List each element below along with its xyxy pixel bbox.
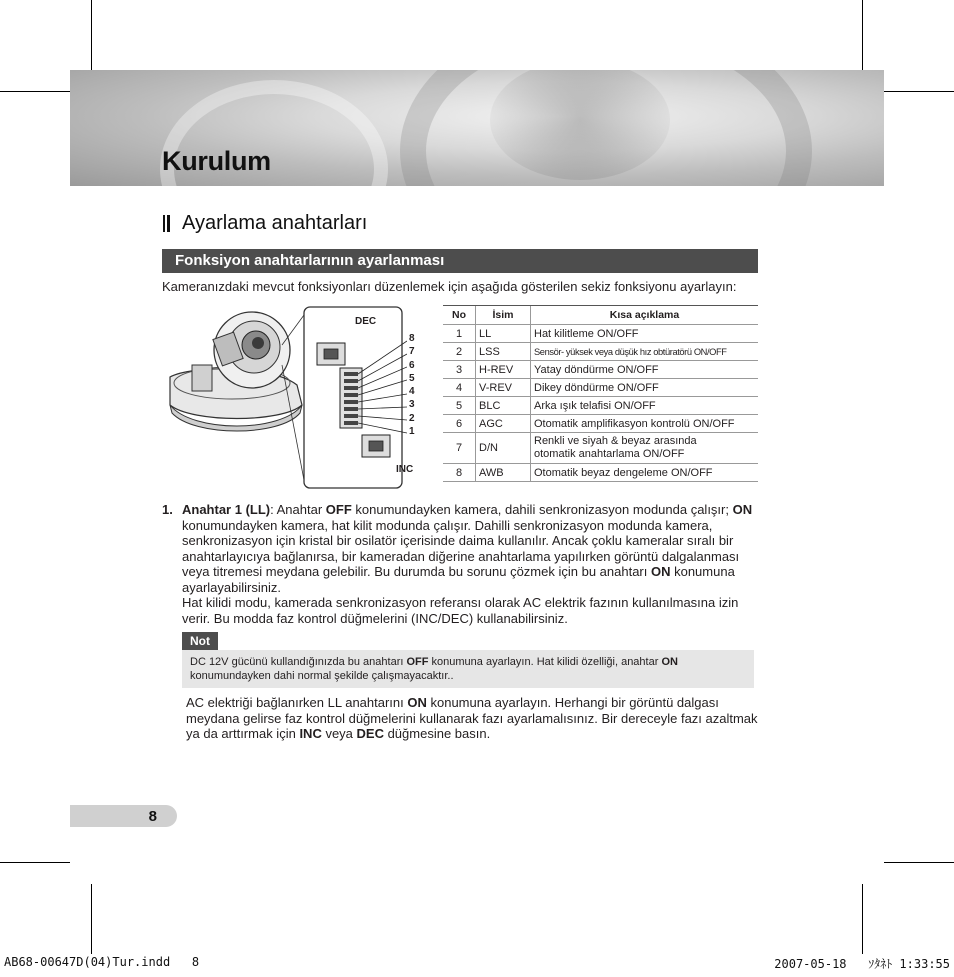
cell-no: 2 [443, 343, 476, 361]
text-run: konumuna ayarlayabilirsiniz. [182, 564, 735, 595]
item-title: Anahtar 1 (LL) [182, 502, 271, 517]
intro-text: Kameranızdaki mevcut fonksiyonları düzenlemek için aşağıda gösterilen sekiz fonksiyonu ayarlayın: [162, 279, 737, 294]
switch-settings-table [443, 305, 758, 482]
bold-run: ON [407, 695, 427, 710]
header-desc: Kısa açıklama [531, 306, 759, 325]
bold-run: ON [650, 564, 671, 579]
cell-no: 8 [443, 464, 476, 482]
table-row [443, 464, 758, 482]
switch-number: 6 [409, 359, 415, 371]
cell-no: 1 [443, 325, 476, 343]
page-number: 8 [148, 808, 157, 825]
dec-label: DEC [355, 316, 377, 327]
table-row [443, 415, 758, 433]
table-row [443, 397, 758, 415]
table-row [443, 379, 758, 397]
cell-desc: Otomatik beyaz dengeleme ON/OFF [531, 464, 759, 482]
cell-desc-line: Renkli ve siyah & beyaz arasında [534, 435, 697, 447]
table-header-row [443, 306, 758, 325]
cell-name: LL [476, 325, 531, 343]
cell-no: 7 [443, 433, 476, 464]
note-box [182, 650, 754, 688]
cell-no: 3 [443, 361, 476, 379]
slug-timestamp: 2007-05-18 ｿﾀﾈﾄ 1:33:55 [774, 957, 950, 971]
cell-desc-line: otomatik anahtarlama ON/OFF [534, 448, 685, 460]
switch1-description [162, 502, 758, 626]
switch-number: 3 [409, 399, 415, 411]
text-run: : Anahtar [270, 502, 326, 517]
crop-mark [862, 884, 863, 954]
crop-mark [91, 0, 92, 70]
cell-desc: Sensör- yüksek veya düşük hız obtüratörü ON/OFF [531, 343, 759, 361]
subsection-title: Fonksiyon anahtarlarının ayarlanması [175, 252, 445, 269]
switch-number: 4 [409, 386, 415, 398]
cell-name: H-REV [476, 361, 531, 379]
text-run: konumuna ayarlayın. Herhangi bir görüntü dalgası meydana gelirse faz kontrol düğmelerini kullanarak fazı ayarlamalısınız. Bir dereceyle fazı azaltmak ya da arttırmak için [186, 695, 758, 741]
cell-no: 5 [443, 397, 476, 415]
bold-run: DEC [356, 726, 384, 741]
page-number-tab [70, 805, 177, 827]
ac-paragraph [186, 695, 758, 742]
crop-mark [884, 91, 954, 92]
table-row [443, 433, 758, 464]
cell-desc: Hat kilitleme ON/OFF [531, 325, 759, 343]
camera-switch-figure [162, 305, 415, 490]
header-name: İsim [476, 306, 531, 325]
text-run: konumundayken kamera, dahili senkronizasyon modunda çalışır; [351, 502, 733, 517]
switch-number: 1 [409, 426, 415, 438]
section-title: Ayarlama anahtarları [182, 212, 368, 234]
section-marker-icon [163, 215, 170, 232]
note-label: Not [182, 632, 218, 650]
cell-name: V-REV [476, 379, 531, 397]
cell-name: D/N [476, 433, 531, 464]
page-title: Kurulum [162, 146, 271, 176]
bold-run: OFF [325, 502, 352, 517]
switch-number: 5 [409, 372, 415, 384]
text-run: konumuna ayarlayın. Hat kilidi özelliği, anahtar [428, 656, 662, 668]
switch-numbers [409, 332, 419, 438]
item-paragraph-2: Hat kilidi modu, kamerada senkronizasyon referansı olarak AC elektrik fazının kullanılmasına izin verir. Bu modda faz kontrol düğmelerini (INC/DEC) kullanabilirsiniz. [182, 595, 739, 626]
cell-no: 6 [443, 415, 476, 433]
bold-run: ON [661, 656, 678, 668]
cell-desc: Otomatik amplifikasyon kontrolü ON/OFF [531, 415, 759, 433]
crop-mark [884, 862, 954, 863]
crop-mark [862, 0, 863, 70]
text-run: düğmesine basın. [383, 726, 491, 741]
item-body [182, 502, 758, 626]
cell-desc: Yatay döndürme ON/OFF [531, 361, 759, 379]
inc-label: INC [396, 464, 414, 475]
bold-run: OFF [406, 656, 429, 668]
switch-number: 2 [409, 412, 415, 424]
note-text [190, 655, 750, 683]
table-row [443, 343, 758, 361]
crop-mark [0, 91, 70, 92]
switch-number: 8 [409, 333, 415, 344]
text-run: konumundayken dahi normal şekilde çalışmayacaktır.. [190, 670, 454, 682]
crop-mark [0, 862, 70, 863]
item-number: 1. [162, 502, 173, 517]
cell-name: LSS [476, 343, 531, 361]
text-run: veya [321, 726, 357, 741]
switch-number: 7 [409, 346, 415, 358]
cell-name: AWB [476, 464, 531, 482]
crop-mark [91, 884, 92, 954]
item-paragraph [182, 502, 758, 595]
cell-name: AGC [476, 415, 531, 433]
text-run: AC elektriği bağlanırken LL anahtarını [186, 695, 408, 710]
cell-desc: Dikey döndürme ON/OFF [531, 379, 759, 397]
bold-run: ON [732, 502, 753, 517]
camera-dome-illustration [162, 305, 407, 490]
table-row [443, 325, 758, 343]
header-no: No [443, 306, 476, 325]
text-run: DC 12V gücünü kullandığınızda bu anahtarı [190, 656, 407, 668]
cell-name: BLC [476, 397, 531, 415]
text-run: konumundayken kamera, hat kilit modunda çalışır. Dahilli senkronizasyon modunda kamera, senkronizasyon için kristal bir osilatör içerisinde daima kullanılır. Ancak çoklu kameralar sıralı bir anahtarlayıcıya bağlanırsa, bir kameradan diğerine anahtarlama yapılırken görüntü dalgalanması veya titremesi meydana gelebilir. Bu durumda bu sorunu çözmek için bu anahtarı [182, 517, 740, 579]
cell-no: 4 [443, 379, 476, 397]
bold-run: INC [299, 726, 322, 741]
cell-desc: Arka ışık telafisi ON/OFF [531, 397, 759, 415]
table-row [443, 361, 758, 379]
cell-desc [531, 433, 759, 464]
slug-file-info: AB68-00647D(04)Tur.indd 8 [4, 955, 200, 969]
subsection-bar [162, 249, 758, 273]
